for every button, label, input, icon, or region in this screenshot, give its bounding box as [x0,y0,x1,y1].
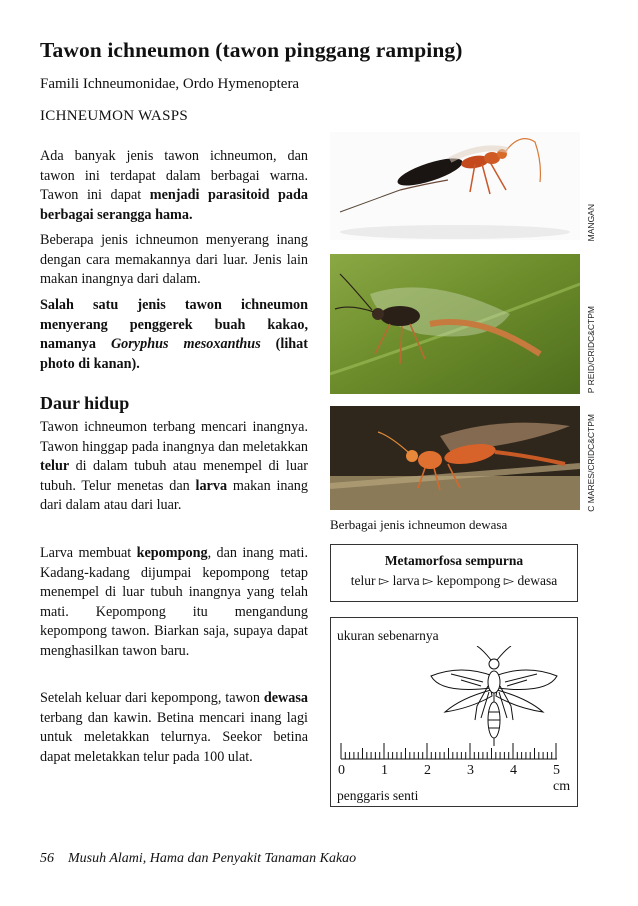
lifecycle-paragraph-2 [40,544,308,661]
lc-p4-d: makan inang dari dalam atau dari luar. [40,477,308,513]
metamorphosis-stages: telur ▻ larva ▻ kepompong ▻ dewasa [350,573,558,588]
photo-credit-2: P REID/CRIDC&CTPM [586,306,596,394]
actual-size-label: ukuran sebenarnya [337,628,439,643]
lifecycle-paragraph-3 [40,689,308,767]
lc-p6-c: terbang dan kawin. Betina mencari inang lagi untuk meletakkan telurnya. Seekor betina dapat meletakkan telur pada 100 ulat. [40,709,308,765]
photo-wasp-orange [330,406,580,510]
page-footer [40,851,356,867]
intro-p1-bold: menjadi parasitoid pada berbagai serangga hama. [40,187,308,223]
photo-credit-3: C MARES/CRIDC&CTPM [586,414,596,512]
intro-p3-b: (lihat photo di kanan). [40,336,308,372]
intro-p2-text: Beberapa jenis ichneumon menyerang inang dengan cara memakannya dari luar. Jenis lain makan inangnya dari dalam. [40,232,308,287]
lc-p5-a: Larva membuat [40,545,137,561]
lc-p5-c: , dan inang mati. Kadang-kadang dijumpai kepompong tetap menempel di luar tubuh inangnya yang telah mati. Kepompong itu mengandung kepompong tawon. Biarkan saja, supaya dapat menghasilkan tawon baru. [40,545,308,659]
lc-p6-dewasa: dewasa [263,690,308,706]
intro-paragraph-2 [40,231,308,290]
ruler-tick-label: 5 cm [553,763,571,794]
intro-paragraph-1 [40,147,308,225]
english-name: ICHNEUMON WASPS [40,108,188,124]
page-number: 56 [40,851,54,866]
ruler-tick-label: 4 [510,763,517,778]
book-title: Musuh Alami, Hama dan Penyakit Tanaman Kakao [68,851,357,866]
ruler-tick-label: 3 [467,763,474,778]
metamorphosis-title: Metamorfosa sempurna [384,553,524,568]
intro-p1-text: Ada banyak jenis tawon ichneumon, dan tawon ini terdapat dalam berbagai warna. Tawon ini dapat [40,148,308,203]
ruler-tick-label: 0 [338,763,345,778]
lc-p4-a: Tawon ichneumon terbang mencari inangnya. Tawon hinggap pada inangnya dan meletakkan [40,419,308,455]
size-box [330,617,578,807]
lc-p4-c: di dalam tubuh atau menempel di luar tubuh. Telur menetas dan [40,458,308,494]
lc-p4-larva: larva [195,477,228,494]
photo-wasp-red-black [330,132,580,240]
page-title: Tawon ichneumon (tawon pinggang ramping) [40,38,463,62]
species-name: Goryphus mesoxanthus [110,336,261,352]
taxonomy-line: Famili Ichneumonidae, Ordo Hymenoptera [40,76,300,92]
photo-caption: Berbagai jenis ichneumon dewasa [330,517,508,532]
ruler-label: penggaris senti [337,788,419,803]
intro-p3-a: Salah satu jenis tawon ichneumon menyerang penggerek buah kakao, namanya [40,297,308,352]
ruler-tick-label: 2 [424,763,431,778]
lc-p6-a: Setelah keluar dari kepompong, tawon [40,690,264,706]
metamorphosis-box [330,544,578,602]
intro-paragraph-3 [40,296,308,374]
lc-p5-kepompong: kepompong [136,545,208,561]
ruler-tick-label: 1 [381,763,388,778]
lc-p4-telur: telur [40,458,70,474]
section-heading: Daur hidup [40,393,130,413]
lifecycle-paragraph-1 [40,418,308,516]
wasp-line-drawing [421,646,566,746]
photo-credit-1: MANGAN [586,204,596,242]
photo-wasp-on-leaf [330,254,580,394]
ruler-scale [339,742,561,760]
